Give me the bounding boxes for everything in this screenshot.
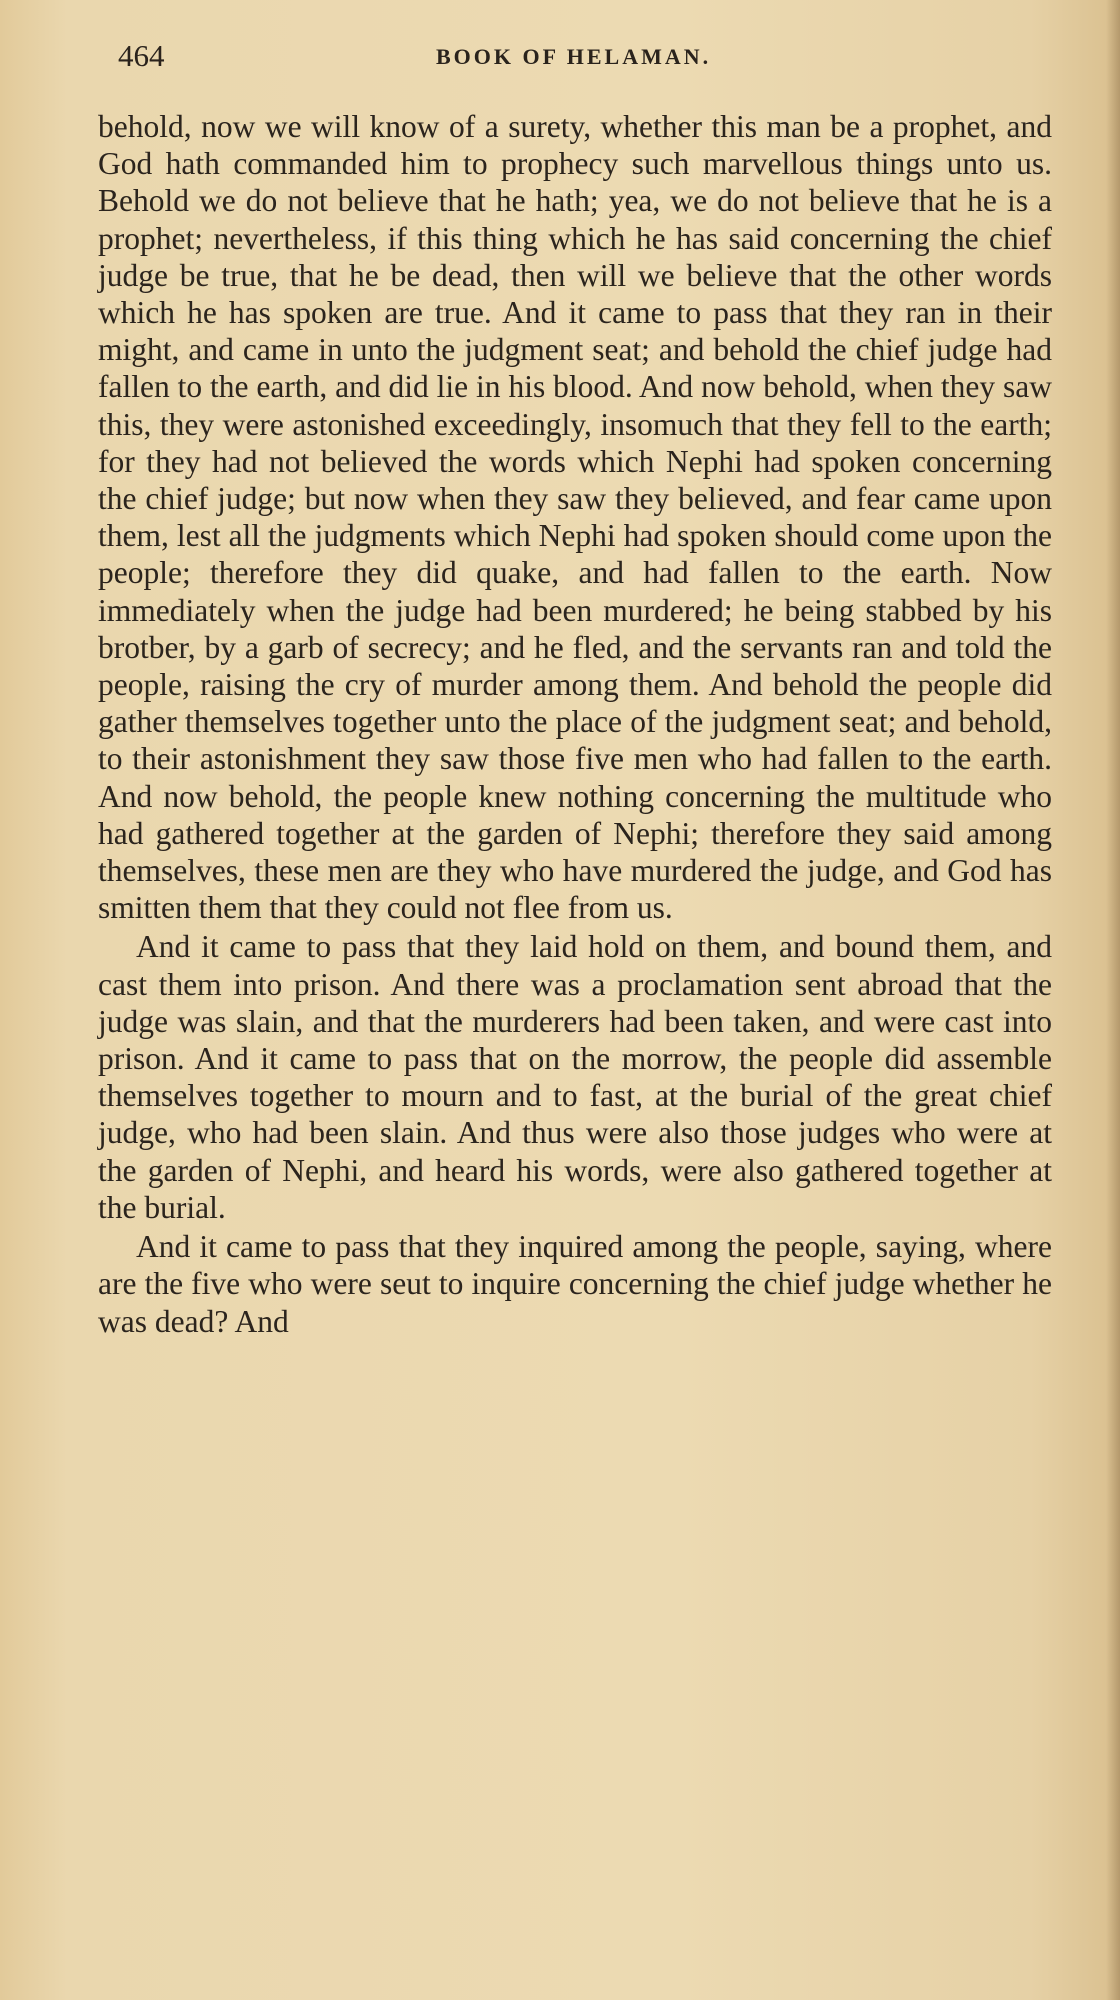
paragraph-3: And it came to pass that they inquired among the people, saying, where are the five who were seut to inquire concerning the chief judge whether he was dead? And — [98, 1229, 1052, 1339]
body-text — [98, 108, 1052, 1340]
paragraph-1: behold, now we will know of a surety, whether this man be a prophet, and God hath commanded him to prophecy such marvellous things unto us. Behold we do not believe that he hath; yea, we do not believe that he is a prophet; nevertheless, if this thing which he has said concerning the chief judge be true, that he be dead, then will we believe that the other words which he has spoken are true. And it came to pass that they ran in their might, and came in unto the judgment seat; and behold the chief judge had fallen to the earth, and did lie in his blood. And now behold, when they saw this, they were astonished exceedingly, insomuch that they fell to the earth; for they had not believed the words which Nephi had spoken concerning the chief judge; but now when they saw they believed, and fear came upon them, lest all the judgments which Nephi had spoken should come upon the people; therefore they did quake, and had fallen to the earth. Now immediately when the judge had been murdered; he being stabbed by his brotber, by a garb of secrecy; and he fled, and the servants ran and told the people, raising the cry of murder among them. And behold the people did gather themselves together unto the place of the judgment seat; and behold, to their astonishment they saw those five men who had fallen to the earth. And now behold, the people knew nothing concerning the multitude who had gathered together at the garden of Nephi; therefore they said among themselves, these men are they who have murdered the judge, and God has smitten them that they could not flee from us. — [98, 109, 1052, 926]
page-header — [118, 38, 1048, 78]
paragraph-2: And it came to pass that they laid hold on them, and bound them, and cast them into prison. And there was a proclamation sent abroad that the judge was slain, and that the murderers had been taken, and were cast into prison. And it came to pass that on the morrow, the people did assemble themselves together to mourn and to fast, at the burial of the great chief judge, who had been slain. And thus were also those judges who were at the garden of Nephi, and heard his words, were also gathered together at the burial. — [98, 929, 1052, 1225]
page-number: 464 — [118, 38, 165, 73]
page-edge-shadow — [1106, 0, 1120, 2000]
running-head: BOOK OF HELAMAN. — [436, 44, 712, 69]
